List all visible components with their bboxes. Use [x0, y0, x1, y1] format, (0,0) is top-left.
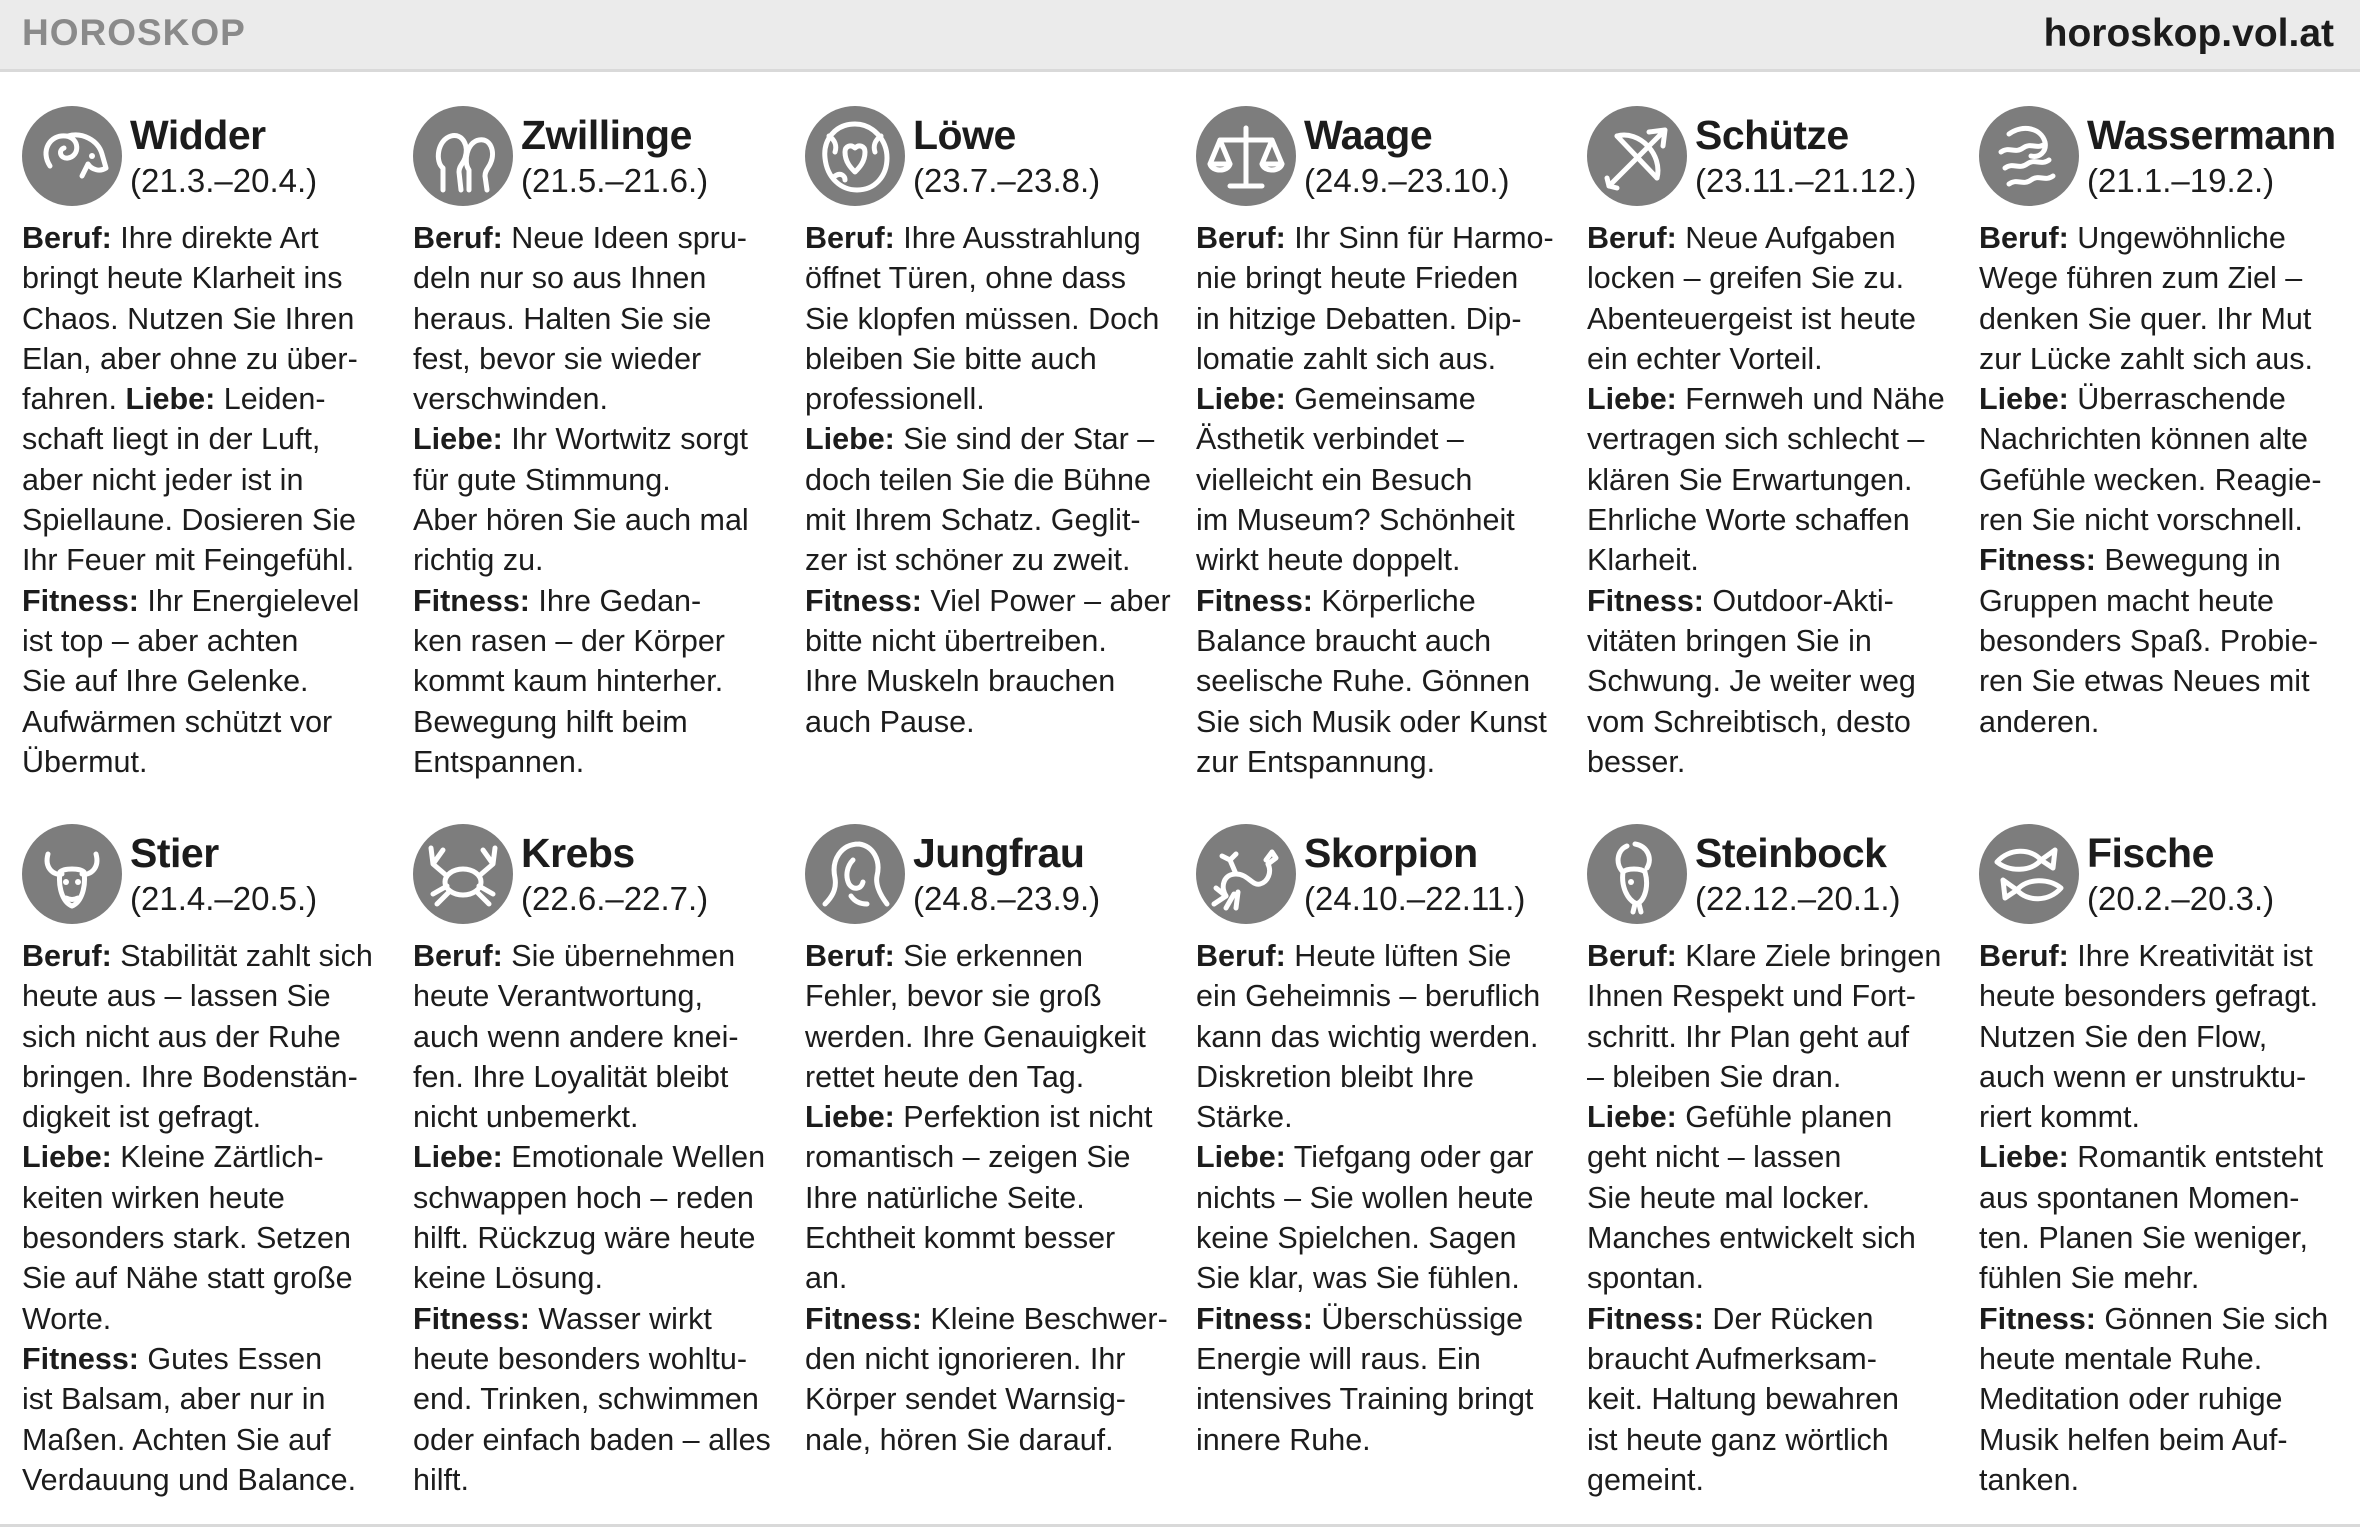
sign-name: Waage [1304, 112, 1433, 158]
sign-card-stier [22, 824, 390, 1500]
goat-icon [1587, 824, 1687, 924]
ram-icon [22, 106, 122, 206]
sign-card-schütze [1587, 106, 1955, 782]
text-line: Liebe: Gefühle planen [1587, 1100, 1893, 1135]
section-label: Liebe: [125, 382, 216, 417]
text-line: braucht Aufmerksam- [1587, 1341, 1877, 1376]
text-line: Maßen. Achten Sie auf [22, 1422, 331, 1457]
text-line: ein echter Vorteil. [1587, 341, 1823, 376]
text-line: heute aus – lassen Sie [22, 979, 331, 1014]
sign-header [1196, 824, 1564, 936]
text-line: Fitness: Gutes Essen [22, 1341, 323, 1376]
text-line: nie bringt heute Frieden [1196, 261, 1519, 296]
text-line: für gute Stimmung. [413, 462, 671, 497]
scales-icon [1196, 106, 1296, 206]
section-label: Liebe: [413, 422, 503, 457]
text-line: Fitness: Ihre Gedan- [413, 583, 702, 618]
text-line: Ihr Feuer mit Feingefühl. [22, 543, 355, 578]
sign-card-löwe [805, 106, 1173, 742]
text-line: Nutzen Sie den Flow, [1979, 1019, 2268, 1054]
sign-dates: (22.6.–22.7.) [521, 880, 709, 917]
sign-text [413, 218, 781, 782]
section-label: Beruf: [413, 939, 503, 973]
sign-name: Skorpion [1304, 830, 1478, 876]
text-line: Liebe: Sie sind der Star – [805, 422, 1155, 457]
text-line: Beruf: Heute lüften Sie [1196, 939, 1512, 973]
section-label: Beruf: [1587, 221, 1677, 255]
text-line: Verdauung und Balance. [22, 1462, 357, 1497]
text-line: zur Entspannung. [1196, 744, 1436, 779]
text-line: bleiben Sie bitte auch [805, 341, 1097, 376]
sign-dates: (24.10.–22.11.) [1304, 880, 1526, 917]
section-label: Beruf: [1196, 221, 1286, 255]
text-line: richtig zu. [413, 543, 544, 578]
text-line: seelische Ruhe. Gönnen [1196, 664, 1531, 699]
text-line: keit. Haltung bewahren [1587, 1382, 1899, 1417]
text-line: lomatie zahlt sich aus. [1196, 341, 1497, 376]
text-line: mit Ihrem Schatz. Geglit- [805, 503, 1141, 538]
text-line: ein Geheimnis – beruflich [1196, 979, 1541, 1014]
section-label: Liebe: [805, 422, 895, 457]
sign-name: Steinbock [1695, 830, 1887, 876]
text-line: fahren. Liebe: Leiden- [22, 382, 326, 417]
text-line: aus spontanen Momen- [1979, 1180, 2300, 1215]
footer-divider [0, 1524, 2360, 1527]
text-line: Aufwärmen schützt vor [22, 704, 333, 739]
text-line: Musik helfen beim Auf- [1979, 1422, 2288, 1457]
page-title: HOROSKOP [22, 12, 246, 53]
text-line: Aber hören Sie auch mal [413, 503, 749, 538]
text-line: end. Trinken, schwimmen [413, 1382, 759, 1417]
section-label: Fitness: [1587, 583, 1704, 618]
text-line: Energie will raus. Ein [1196, 1341, 1481, 1376]
text-line: Fitness: Ihr Energielevel [22, 583, 360, 618]
section-label: Beruf: [22, 939, 112, 973]
text-line: ten. Planen Sie weniger, [1979, 1221, 2308, 1256]
text-line: bringt heute Klarheit ins [22, 261, 343, 296]
text-line: Fitness: Wasser wirkt [413, 1301, 712, 1336]
section-label: Liebe: [805, 1100, 895, 1135]
sign-card-fische [1979, 824, 2347, 1500]
text-line: Beruf: Neue Ideen spru- [413, 221, 747, 255]
sign-name: Löwe [913, 112, 1016, 158]
text-line: Fehler, bevor sie groß [805, 979, 1102, 1014]
text-line: Beruf: Klare Ziele bringen [1587, 939, 1942, 973]
text-line: Beruf: Stabilität zahlt sich [22, 939, 373, 973]
text-line: keine Lösung. [413, 1261, 603, 1296]
text-line: Beruf: Ihre Ausstrahlung [805, 221, 1141, 255]
text-line: Ihre Muskeln brauchen [805, 664, 1116, 699]
text-line: auch wenn er unstruktu- [1979, 1059, 2307, 1094]
text-line: sich nicht aus der Ruhe [22, 1019, 341, 1054]
text-line: locken – greifen Sie zu. [1587, 261, 1905, 296]
text-line: Liebe: Emotionale Wellen [413, 1140, 766, 1175]
twins-icon [413, 106, 513, 206]
section-label: Liebe: [413, 1140, 503, 1175]
text-line: in hitzige Debatten. Dip- [1196, 301, 1522, 336]
section-label: Beruf: [1587, 939, 1677, 973]
text-line: Fitness: Gönnen Sie sich [1979, 1301, 2329, 1336]
text-line: Liebe: Romantik entsteht [1979, 1140, 2324, 1175]
sign-dates: (21.5.–21.6.) [521, 162, 709, 199]
text-line: Abenteuergeist ist heute [1587, 301, 1916, 336]
text-line: Bewegung hilft beim [413, 704, 688, 739]
archer-icon [1587, 106, 1687, 206]
section-label: Liebe: [1196, 382, 1286, 417]
text-line: Liebe: Gemeinsame [1196, 382, 1476, 417]
sign-header [1979, 106, 2347, 218]
sign-dates: (21.4.–20.5.) [130, 880, 318, 917]
text-line: Liebe: Perfektion ist nicht [805, 1100, 1153, 1135]
sign-name: Jungfrau [913, 830, 1085, 876]
text-line: Elan, aber ohne zu über- [22, 341, 358, 376]
text-line: Beruf: Ihre Kreativität ist [1979, 939, 2313, 973]
sign-dates: (24.8.–23.9.) [913, 880, 1101, 917]
text-line: Schwung. Je weiter weg [1587, 664, 1916, 699]
text-line: Liebe: Fernweh und Nähe [1587, 382, 1945, 417]
text-line: hilft. [413, 1462, 469, 1497]
bull-icon [22, 824, 122, 924]
text-line: Fitness: Outdoor-Akti- [1587, 583, 1894, 618]
text-line: nichts – Sie wollen heute [1196, 1180, 1534, 1215]
text-line: gemeint. [1587, 1462, 1704, 1497]
text-line: werden. Ihre Genauigkeit [805, 1019, 1146, 1054]
text-line: im Museum? Schönheit [1196, 503, 1515, 538]
sign-header [1587, 106, 1955, 218]
water-bearer-icon [1979, 106, 2079, 206]
text-line: Liebe: Tiefgang oder gar [1196, 1140, 1534, 1175]
text-line: aber nicht jeder ist in [22, 462, 304, 497]
text-line: fest, bevor sie wieder [413, 341, 702, 376]
sign-card-steinbock [1587, 824, 1955, 1500]
text-line: Worte. [22, 1301, 112, 1336]
section-label: Liebe: [1979, 1140, 2069, 1175]
text-line: bitte nicht übertreiben. [805, 623, 1107, 658]
text-line: anderen. [1979, 704, 2100, 739]
text-line: Gefühle wecken. Reagie- [1979, 462, 2322, 497]
section-label: Fitness: [413, 1301, 530, 1336]
text-line: Sie sich Musik oder Kunst [1196, 704, 1547, 739]
sign-text [413, 936, 781, 1500]
sign-dates: (23.7.–23.8.) [913, 162, 1101, 199]
text-line: besser. [1587, 744, 1686, 779]
sign-header [805, 824, 1173, 936]
sign-text [1196, 218, 1564, 782]
text-line: Beruf: Ihre direkte Art [22, 221, 319, 255]
section-label: Beruf: [1979, 221, 2069, 255]
sign-card-skorpion [1196, 824, 1564, 1460]
text-line: vertragen sich schlecht – [1587, 422, 1925, 457]
section-label: Liebe: [1196, 1140, 1286, 1175]
text-line: Meditation oder ruhige [1979, 1382, 2283, 1417]
text-line: ist heute ganz wörtlich [1587, 1422, 1889, 1457]
maiden-icon [805, 824, 905, 924]
text-line: heute besonders gefragt. [1979, 979, 2319, 1014]
sign-dates: (24.9.–23.10.) [1304, 162, 1510, 199]
text-line: Liebe: Ihr Wortwitz sorgt [413, 422, 749, 457]
text-line: wirkt heute doppelt. [1196, 543, 1461, 578]
text-line: verschwinden. [413, 382, 608, 417]
header-bar [0, 0, 2360, 69]
text-line: Übermut. [22, 744, 148, 779]
section-label: Fitness: [22, 1341, 139, 1376]
text-line: riert kommt. [1979, 1100, 2140, 1135]
text-line: ist Balsam, aber nur in [22, 1382, 326, 1417]
text-line: den nicht ignorieren. Ihr [805, 1341, 1126, 1376]
text-line: Nachrichten können alte [1979, 422, 2308, 457]
text-line: Sie klar, was Sie fühlen. [1196, 1261, 1520, 1296]
text-line: Balance braucht auch [1196, 623, 1492, 658]
sign-card-jungfrau [805, 824, 1173, 1460]
text-line: Sie heute mal locker. [1587, 1180, 1871, 1215]
text-line: Ihnen Respekt und Fort- [1587, 979, 1916, 1014]
text-line: zer ist schöner zu zweit. [805, 543, 1131, 578]
text-line: Gruppen macht heute [1979, 583, 2275, 618]
sign-text [22, 936, 390, 1500]
text-line: Beruf: Neue Aufgaben [1587, 221, 1896, 255]
header-divider [0, 69, 2360, 72]
section-label: Fitness: [413, 583, 530, 618]
text-line: kann das wichtig werden. [1196, 1019, 1539, 1054]
section-label: Fitness: [1979, 1301, 2096, 1336]
text-line: geht nicht – lassen [1587, 1140, 1842, 1175]
text-line: Stärke. [1196, 1100, 1293, 1135]
section-label: Beruf: [805, 221, 895, 255]
text-line: Fitness: Kleine Beschwer- [805, 1301, 1168, 1336]
text-line: Wege führen zum Ziel – [1979, 261, 2303, 296]
section-label: Fitness: [1196, 583, 1313, 618]
text-line: besonders stark. Setzen [22, 1221, 351, 1256]
section-label: Liebe: [1979, 382, 2069, 417]
sign-header [1979, 824, 2347, 936]
text-line: tanken. [1979, 1462, 2080, 1497]
sign-name: Widder [130, 112, 266, 158]
sign-dates: (22.12.–20.1.) [1695, 880, 1901, 917]
sign-dates: (20.2.–20.3.) [2087, 880, 2275, 917]
text-line: Sie auf Nähe statt große [22, 1261, 353, 1296]
text-line: Spiellaune. Dosieren Sie [22, 503, 357, 538]
scorpion-icon [1196, 824, 1296, 924]
text-line: vom Schreibtisch, desto [1587, 704, 1911, 739]
text-line: professionell. [805, 382, 985, 417]
text-line: heute besonders wohltu- [413, 1341, 748, 1376]
text-line: Liebe: Überraschende [1979, 382, 2286, 417]
sign-text [805, 936, 1173, 1460]
text-line: Ästhetik verbindet – [1196, 422, 1464, 457]
fish-icon [1979, 824, 2079, 924]
text-line: Chaos. Nutzen Sie Ihren [22, 301, 355, 336]
text-line: spontan. [1587, 1261, 1705, 1296]
sign-dates: (23.11.–21.12.) [1695, 162, 1917, 199]
section-label: Liebe: [1587, 382, 1677, 417]
section-label: Beruf: [22, 221, 112, 255]
section-label: Fitness: [805, 583, 922, 618]
text-line: Beruf: Ihr Sinn für Harmo- [1196, 221, 1554, 255]
sign-header [22, 824, 390, 936]
sign-card-zwillinge [413, 106, 781, 782]
text-line: nale, hören Sie darauf. [805, 1422, 1114, 1457]
text-line: bringen. Ihre Bodenstän- [22, 1059, 358, 1094]
sign-text [805, 218, 1173, 742]
sign-header [1587, 824, 1955, 936]
sign-header [22, 106, 390, 218]
sign-name: Zwillinge [521, 112, 692, 158]
text-line: Liebe: Kleine Zärtlich- [22, 1140, 324, 1175]
sign-header [1196, 106, 1564, 218]
sign-name: Stier [130, 830, 219, 876]
text-line: Diskretion bleibt Ihre [1196, 1059, 1475, 1094]
text-line: digkeit ist gefragt. [22, 1100, 262, 1135]
text-line: Entspannen. [413, 744, 585, 779]
lion-icon [805, 106, 905, 206]
sign-card-krebs [413, 824, 781, 1500]
sign-header [413, 106, 781, 218]
text-line: – bleiben Sie dran. [1587, 1059, 1842, 1094]
text-line: zur Lücke zahlt sich aus. [1979, 341, 2313, 376]
text-line: Ihre natürliche Seite. [805, 1180, 1085, 1215]
text-line: rettet heute den Tag. [805, 1059, 1085, 1094]
text-line: Fitness: Viel Power – aber [805, 583, 1171, 618]
text-line: Beruf: Sie erkennen [805, 939, 1084, 973]
text-line: ren Sie nicht vorschnell. [1979, 503, 2303, 538]
text-line: Echtheit kommt besser [805, 1221, 1116, 1256]
text-line: kommt kaum hinterher. [413, 664, 724, 699]
text-line: keine Spielchen. Sagen [1196, 1221, 1517, 1256]
sign-text [1196, 936, 1564, 1460]
text-line: ken rasen – der Körper [413, 623, 725, 658]
text-line: heraus. Halten Sie sie [413, 301, 712, 336]
sign-card-widder [22, 106, 390, 782]
section-label: Fitness: [22, 583, 139, 618]
sign-dates: (21.1.–19.2.) [2087, 162, 2275, 199]
sign-header [805, 106, 1173, 218]
text-line: doch teilen Sie die Bühne [805, 462, 1151, 497]
text-line: Fitness: Bewegung in [1979, 543, 2281, 578]
text-line: keiten wirken heute [22, 1180, 285, 1215]
text-line: heute Verantwortung, [413, 979, 703, 1014]
text-line: Sie klopfen müssen. Doch [805, 301, 1160, 336]
section-label: Liebe: [22, 1140, 112, 1175]
section-label: Beruf: [805, 939, 895, 973]
sign-text [1979, 218, 2347, 742]
text-line: heute mentale Ruhe. [1979, 1341, 2263, 1376]
sign-name: Fische [2087, 830, 2214, 876]
sign-name: Krebs [521, 830, 635, 876]
text-line: denken Sie quer. Ihr Mut [1979, 301, 2312, 336]
text-line: auch Pause. [805, 704, 975, 739]
text-line: Fitness: Der Rücken [1587, 1301, 1874, 1336]
text-line: Manches entwickelt sich [1587, 1221, 1916, 1256]
text-line: Beruf: Sie übernehmen [413, 939, 736, 973]
section-label: Fitness: [1587, 1301, 1704, 1336]
text-line: intensives Training bringt [1196, 1382, 1534, 1417]
text-line: Körper sendet Warnsig- [805, 1382, 1126, 1417]
text-line: schritt. Ihr Plan geht auf [1587, 1019, 1910, 1054]
text-line: auch wenn andere knei- [413, 1019, 739, 1054]
sign-name: Wassermann [2087, 112, 2336, 158]
sign-text [22, 218, 390, 782]
sign-text [1979, 936, 2347, 1500]
sign-name: Schütze [1695, 112, 1849, 158]
text-line: ist top – aber achten [22, 623, 299, 658]
text-line: schaft liegt in der Luft, [22, 422, 321, 457]
text-line: deln nur so aus Ihnen [413, 261, 707, 296]
text-line: klären Sie Erwartungen. [1587, 462, 1913, 497]
site-link[interactable]: horoskop.vol.at [2043, 12, 2334, 55]
text-line: fühlen Sie mehr. [1979, 1261, 2200, 1296]
sign-header [413, 824, 781, 936]
text-line: Beruf: Ungewöhnliche [1979, 221, 2286, 255]
sign-dates: (21.3.–20.4.) [130, 162, 318, 199]
text-line: ren Sie etwas Neues mit [1979, 664, 2310, 699]
text-line: vitäten bringen Sie in [1587, 623, 1872, 658]
text-line: Sie auf Ihre Gelenke. [22, 664, 309, 699]
section-label: Beruf: [1196, 939, 1286, 973]
sign-card-waage [1196, 106, 1564, 782]
text-line: romantisch – zeigen Sie [805, 1140, 1131, 1175]
text-line: Ehrliche Worte schaffen [1587, 503, 1910, 538]
section-label: Beruf: [1979, 939, 2069, 973]
section-label: Fitness: [1196, 1301, 1313, 1336]
section-label: Beruf: [413, 221, 503, 255]
text-line: Fitness: Überschüssige [1196, 1301, 1524, 1336]
crab-icon [413, 824, 513, 924]
text-line: Klarheit. [1587, 543, 1699, 578]
text-line: schwappen hoch – reden [413, 1180, 754, 1215]
text-line: oder einfach baden – alles [413, 1422, 771, 1457]
sign-text [1587, 218, 1955, 782]
sign-text [1587, 936, 1955, 1500]
text-line: besonders Spaß. Probie- [1979, 623, 2319, 658]
sign-card-wassermann [1979, 106, 2347, 742]
text-line: hilft. Rückzug wäre heute [413, 1221, 756, 1256]
text-line: innere Ruhe. [1196, 1422, 1371, 1457]
text-line: an. [805, 1261, 848, 1296]
section-label: Fitness: [1979, 543, 2096, 578]
section-label: Fitness: [805, 1301, 922, 1336]
text-line: nicht unbemerkt. [413, 1100, 639, 1135]
text-line: öffnet Türen, ohne dass [805, 261, 1127, 296]
text-line: vielleicht ein Besuch [1196, 462, 1473, 497]
text-line: fen. Ihre Loyalität bleibt [413, 1059, 729, 1094]
text-line: Fitness: Körperliche [1196, 583, 1476, 618]
section-label: Liebe: [1587, 1100, 1677, 1135]
